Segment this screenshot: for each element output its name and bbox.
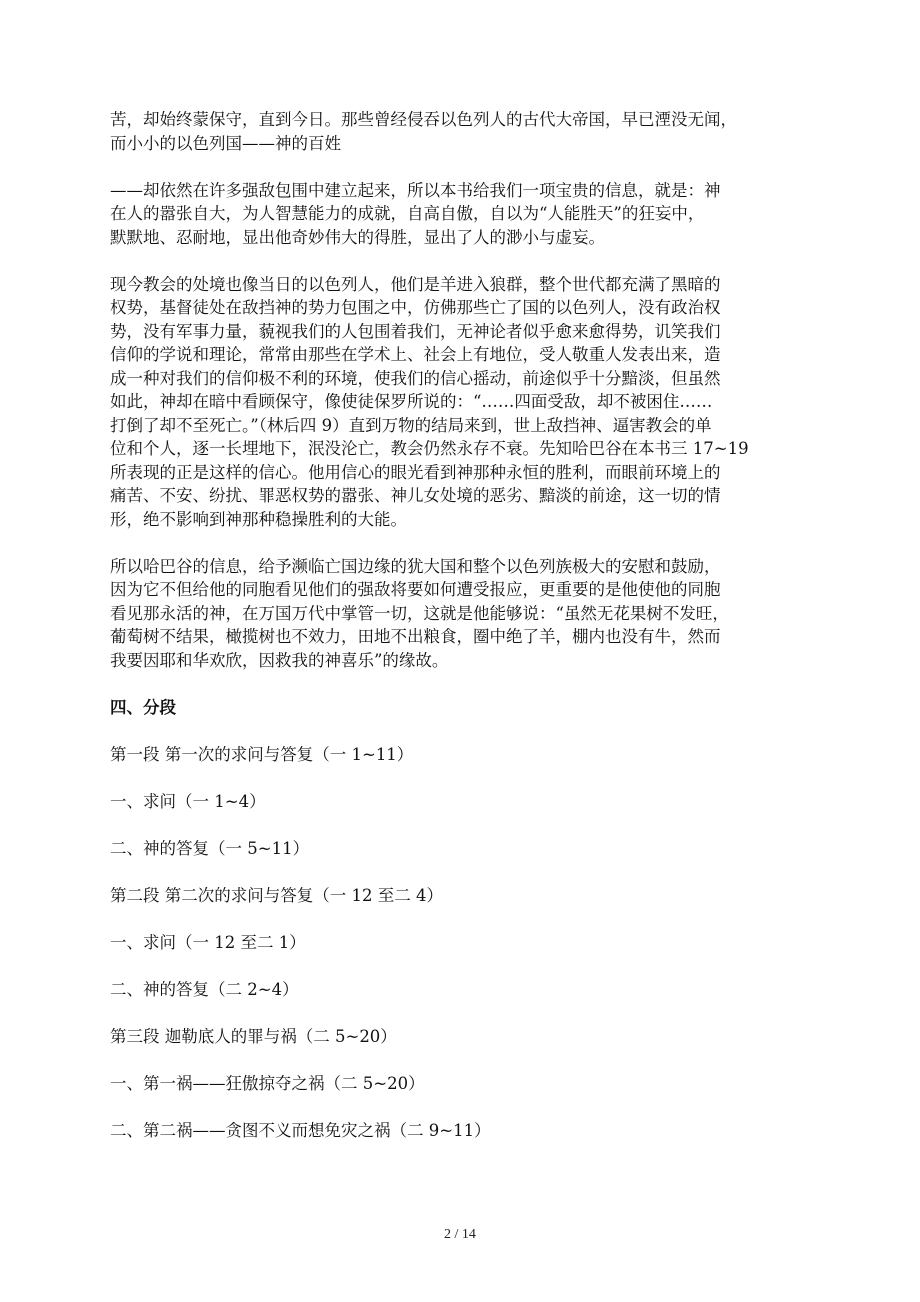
outline-item: 二、神的答复（一 5~11） bbox=[110, 838, 310, 858]
text-line: 现今教会的处境也像当日的以色列人，他们是羊进入狼群，整个世代都充满了黑暗的 bbox=[110, 274, 721, 294]
paragraph-gap bbox=[110, 860, 820, 884]
paragraph-gap bbox=[110, 954, 820, 978]
text-line: 苦，却始终蒙保守，直到今日。那些曾经侵吞以色列人的古代大帝国，早已湮没无闻， bbox=[110, 110, 737, 129]
text-line: 成一种对我们的信仰极不利的环境，使我们的信心摇动，前途似乎十分黯淡，但虽然 bbox=[110, 368, 721, 388]
paragraph-gap bbox=[110, 1048, 820, 1072]
outline-item: 二、神的答复（二 2~4） bbox=[110, 979, 299, 999]
outline-item: 一、求问（一 1~4） bbox=[110, 791, 266, 811]
text-line: 在人的嚣张自大，为人智慧能力的成就，自高自傲，自以为“人能胜天”的狂妄中， bbox=[110, 204, 705, 223]
text-line: 我要因耶和华欢欣，因救我的神喜乐”的缘故。 bbox=[110, 650, 449, 670]
paragraph-gap bbox=[110, 766, 820, 790]
outline-item: 一、第一祸——狂傲掠夺之祸（二 5~20） bbox=[110, 1073, 425, 1093]
outline-item: 第三段 迦勒底人的罪与祸（二 5~20） bbox=[110, 1026, 397, 1046]
document-page bbox=[110, 108, 820, 1142]
paragraph-gap bbox=[110, 907, 820, 931]
text-line: 权势，基督徒处在敌挡神的势力包围之中，仿佛那些亡了国的以色列人，没有政治权 bbox=[110, 298, 721, 317]
text-line: 所以哈巴谷的信息，给予濒临亡国边缘的犹大国和整个以色列族极大的安慰和鼓励， bbox=[110, 556, 721, 576]
text-line: 信仰的学说和理论，常常由那些在学术上、社会上有地位，受人敬重人发表出来，造 bbox=[110, 345, 721, 364]
paragraph-gap bbox=[110, 1001, 820, 1025]
paragraph-gap bbox=[110, 672, 820, 696]
paragraph-3 bbox=[110, 273, 820, 532]
text-line: 而小小的以色列国——神的百姓 bbox=[110, 133, 341, 153]
paragraph-gap bbox=[110, 249, 820, 273]
outline-item: 一、求问（一 12 至二 1） bbox=[110, 932, 306, 952]
text-line: 打倒了却不至死亡。”（林后四 9）直到万物的结局来到，世上敌挡神、逼害教会的单 bbox=[110, 415, 712, 435]
section-heading: 四、分段 bbox=[110, 697, 176, 717]
text-line: 痛苦、不安、纷扰、罪恶权势的嚣张、神儿女处境的恶劣、黯淡的前途，这一切的情 bbox=[110, 486, 721, 505]
paragraph-2 bbox=[110, 179, 820, 250]
paragraph-1 bbox=[110, 108, 820, 155]
outline-item: 第二段 第二次的求问与答复（一 12 至二 4） bbox=[110, 885, 443, 905]
text-line: 默默地、忍耐地，显出他奇妙伟大的得胜，显出了人的渺小与虚妄。 bbox=[110, 227, 605, 247]
paragraph-4 bbox=[110, 555, 820, 673]
text-line: 葡萄树不结果，橄揽树也不效力，田地不出粮食，圈中绝了羊，棚内也没有牛，然而 bbox=[110, 627, 721, 646]
outline-item: 二、第二祸——贪图不义而想免灾之祸（二 9~11） bbox=[110, 1120, 491, 1140]
text-line: 看见那永活的神，在万国万代中掌管一切，这就是他能够说：“虽然无花果树不发旺， bbox=[110, 603, 729, 623]
text-line: 因为它不但给他的同胞看见他们的强敌将要如何遭受报应，更重要的是他使他的同胞 bbox=[110, 580, 721, 599]
paragraph-gap bbox=[110, 719, 820, 743]
paragraph-gap bbox=[110, 531, 820, 555]
outline-item: 第一段 第一次的求问与答复（一 1~11） bbox=[110, 744, 414, 764]
text-line: ——却依然在许多强敌包围中建立起来，所以本书给我们一项宝贵的信息，就是：神 bbox=[110, 180, 721, 200]
paragraph-gap bbox=[110, 155, 820, 179]
paragraph-gap bbox=[110, 813, 820, 837]
text-line: 如此，神却在暗中看顾保守，像使徒保罗所说的：“……四面受敌，却不被困住…… bbox=[110, 392, 713, 411]
text-line: 势，没有军事力量，藐视我们的人包围着我们，无神论者似乎愈来愈得势，讥笑我们 bbox=[110, 321, 721, 341]
text-line: 位和个人，逐一长埋地下，泯没沦亡，教会仍然永存不衰。先知哈巴谷在本书三 17~19 bbox=[110, 439, 749, 458]
paragraph-gap bbox=[110, 1095, 820, 1119]
text-line: 形，绝不影响到神那种稳操胜利的大能。 bbox=[110, 509, 407, 529]
page-number: 2 / 14 bbox=[444, 1227, 476, 1242]
text-line: 所表现的正是这样的信心。他用信心的眼光看到神那种永恒的胜利，而眼前环境上的 bbox=[110, 462, 721, 482]
